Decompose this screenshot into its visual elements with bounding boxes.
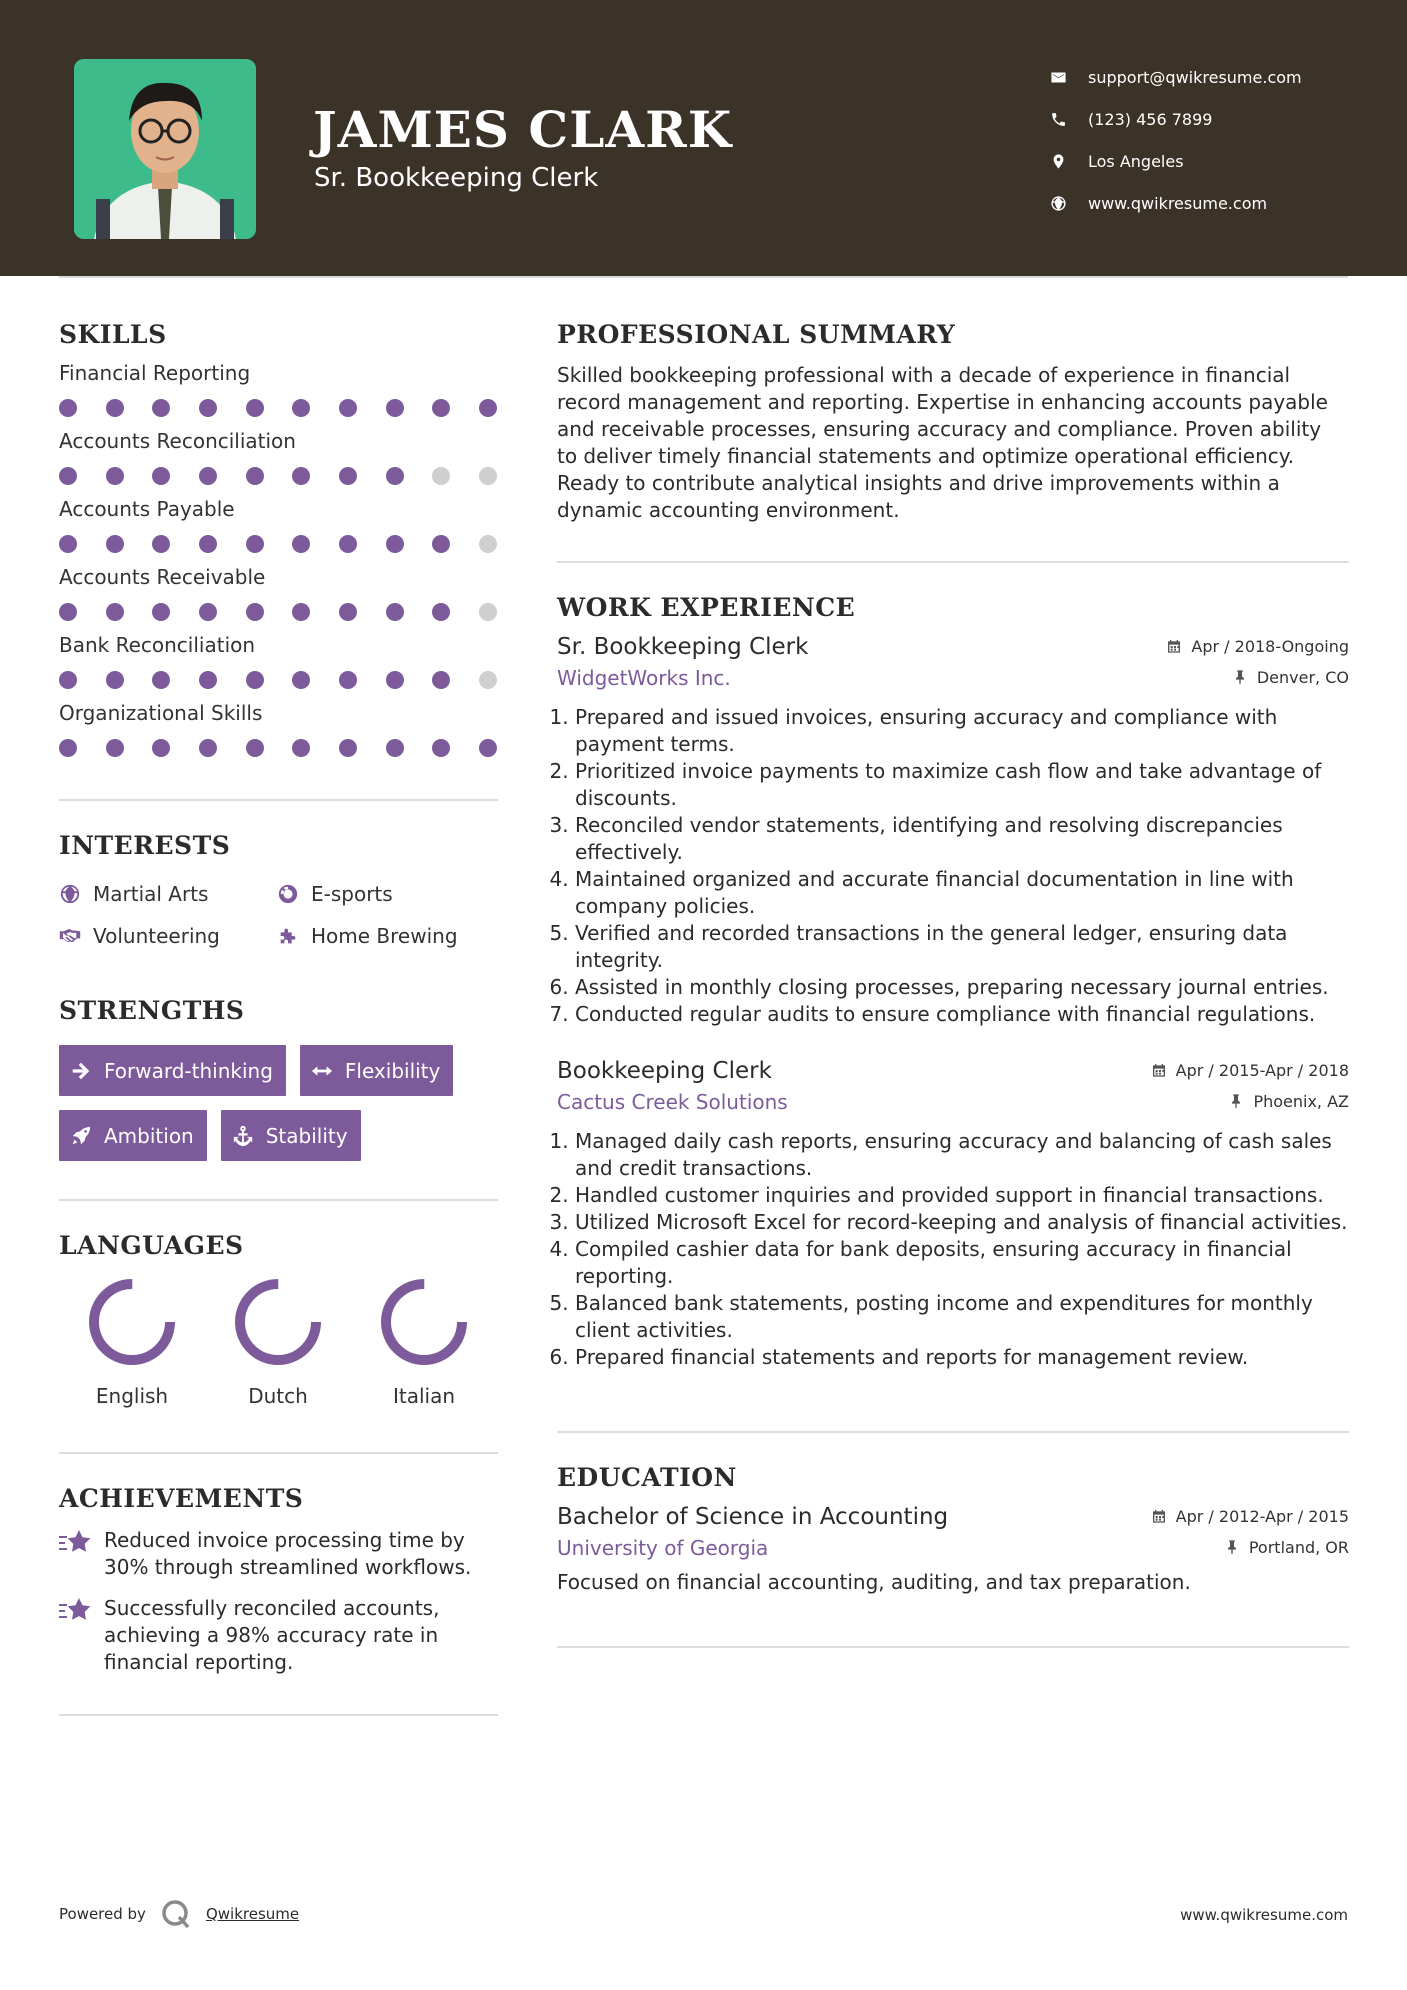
rating-dot-filled [59,739,77,757]
rating-dot-empty [479,603,497,621]
skill-name: Bank Reconciliation [59,633,256,657]
interest-item [277,924,477,948]
rating-dot-filled [292,535,310,553]
rating-dot-filled [292,467,310,485]
achievement-item [59,1595,498,1676]
right-column [557,320,1349,1648]
rating-dot-filled [59,399,77,417]
interest-label: Volunteering [93,924,220,948]
puzzle-icon [277,925,311,947]
pushpin-icon [1228,1093,1244,1109]
contact-location-text: Los Angeles [1088,151,1184,171]
life-ring-icon [277,883,311,905]
rating-dot-filled [246,603,264,621]
envelope-icon [1050,69,1088,86]
footer-url[interactable]: www.qwikresume.com [1180,1906,1348,1924]
contact-phone[interactable] [1050,98,1302,140]
job-title: Sr. Bookkeeping Clerk [557,634,809,660]
section-divider [59,1452,498,1454]
footer-powered-by [59,1898,299,1930]
rating-dot-filled [339,671,357,689]
skill-rating [59,739,497,757]
rating-dot-filled [339,739,357,757]
summary-heading: PROFESSIONAL SUMMARY [557,320,956,349]
skill-rating [59,671,497,689]
section-divider [59,1714,498,1716]
job-location-text: Denver, CO [1256,667,1349,687]
duty-item: 2. Prioritized invoice payments to maximize cash flow and take advantage of discounts. [575,758,1349,812]
job-dates-text: Apr / 2015-Apr / 2018 [1175,1060,1349,1080]
rating-dot-filled [59,535,77,553]
star-icon [59,1527,104,1581]
strength-label: Forward-thinking [104,1058,273,1083]
rating-dot-filled [292,739,310,757]
duty-item: 1. Managed daily cash reports, ensuring accuracy and balancing of cash sales and credit transactions. [575,1128,1349,1182]
interests-list [59,882,498,948]
strength-label: Flexibility [344,1058,441,1083]
duty-item: 4. Compiled cashier data for bank deposits, ensuring accuracy in financial reporting. [575,1236,1349,1290]
skill-rating [59,535,497,553]
contact-list [1050,56,1302,224]
school-name: University of Georgia [557,1536,769,1560]
rating-dot-filled [246,399,264,417]
rating-dot-filled [106,671,124,689]
strengths-list [59,1045,499,1161]
section-divider [59,1199,498,1201]
rating-dot-filled [59,671,77,689]
rating-dot-filled [152,739,170,757]
achievement-text: Reduced invoice processing time by 30% through streamlined workflows. [104,1528,472,1579]
rating-dot-empty [479,671,497,689]
interests-heading: INTERESTS [59,831,231,860]
language-level-ring [378,1276,470,1368]
strength-label: Ambition [104,1123,194,1148]
language-name: Dutch [248,1384,308,1408]
globe-icon [1050,195,1088,212]
job-entry [557,1058,1349,1371]
skill-name: Accounts Reconciliation [59,429,296,453]
experience-heading: WORK EXPERIENCE [557,593,856,622]
brand-link[interactable]: Qwikresume [205,1905,300,1923]
rating-dot-filled [292,671,310,689]
interest-item [59,924,277,948]
rating-dot-filled [199,671,217,689]
duty-item: 5. Balanced bank statements, posting income and expenditures for monthly client activities. [575,1290,1349,1344]
rating-dot-filled [246,467,264,485]
powered-by-text: Powered by [59,1905,146,1923]
qwikresume-logo-icon [160,1898,192,1930]
map-pin-icon [1050,153,1088,170]
calendar-icon [1151,1062,1167,1078]
calendar-icon [1166,638,1182,654]
rating-dot-filled [199,739,217,757]
rating-dot-empty [479,535,497,553]
contact-phone-text: (123) 456 7899 [1088,109,1213,129]
rating-dot-filled [339,399,357,417]
duty-item: 6. Assisted in monthly closing processes, preparing necessary journal entries. [575,974,1349,1001]
globe-icon [59,883,93,905]
achievements-list [59,1527,498,1676]
duty-list [557,704,1349,1028]
left-column [59,320,498,1716]
languages-heading: LANGUAGES [59,1231,244,1260]
rating-dot-filled [106,399,124,417]
interest-label: E-sports [311,882,393,906]
rating-dot-filled [59,467,77,485]
rating-dot-filled [386,739,404,757]
candidate-title: Sr. Bookkeeping Clerk [314,163,599,193]
duty-item: 3. Reconciled vendor statements, identifying and resolving discrepancies effectively. [575,812,1349,866]
duty-item: 2. Handled customer inquiries and provided support in financial transactions. [575,1182,1349,1209]
rating-dot-filled [479,739,497,757]
rating-dot-filled [479,399,497,417]
pushpin-icon [1232,669,1248,685]
education-entry [557,1504,1349,1596]
rating-dot-filled [386,535,404,553]
handshake-icon [59,925,93,947]
language-level-arc [94,1284,170,1360]
star-icon [59,1595,104,1676]
job-entry [557,634,1349,1028]
rating-dot-filled [106,467,124,485]
language-item [59,1276,205,1408]
rating-dot-filled [386,467,404,485]
education-dates [1151,1507,1349,1526]
company-name: WidgetWorks Inc. [557,666,731,690]
language-level-arc [386,1284,462,1360]
education-description: Focused on financial accounting, auditing, and tax preparation. [557,1570,1191,1594]
rating-dot-filled [199,399,217,417]
language-level-arc [240,1284,316,1360]
achievement-item [59,1527,498,1581]
calendar-icon [1151,1508,1167,1524]
rating-dot-filled [152,535,170,553]
rating-dot-filled [432,399,450,417]
duty-item: 7. Conducted regular audits to ensure compliance with financial regulations. [575,1001,1349,1028]
rating-dot-filled [339,603,357,621]
languages-list [59,1276,498,1408]
achievement-text: Successfully reconciled accounts, achieving a 98% accuracy rate in financial reporting. [104,1596,440,1674]
arrow-right-icon [70,1060,104,1082]
rating-dot-filled [199,535,217,553]
degree-title: Bachelor of Science in Accounting [557,1504,949,1530]
rating-dot-filled [339,535,357,553]
interest-label: Martial Arts [93,882,209,906]
job-location [1232,668,1349,687]
header-divider [59,276,1348,278]
rating-dot-empty [432,467,450,485]
rating-dot-filled [152,603,170,621]
anchor-icon [232,1125,266,1147]
duty-item: 6. Prepared financial statements and reports for management review. [575,1344,1349,1371]
strengths-heading: STRENGTHS [59,996,245,1025]
duty-item: 1. Prepared and issued invoices, ensuring accuracy and compliance with payment terms. [575,704,1349,758]
rating-dot-filled [246,671,264,689]
job-dates [1166,637,1349,656]
skill-name: Organizational Skills [59,701,263,725]
language-item [205,1276,351,1408]
strength-chip [59,1110,207,1161]
rating-dot-filled [386,603,404,621]
rating-dot-filled [432,603,450,621]
section-divider [557,1431,1349,1433]
contact-website[interactable] [1050,182,1302,224]
language-item [351,1276,497,1408]
rating-dot-filled [106,739,124,757]
interest-item [277,882,477,906]
rating-dot-filled [432,671,450,689]
strength-chip [59,1045,286,1096]
section-divider [557,1646,1349,1648]
contact-website-text: www.qwikresume.com [1088,193,1268,213]
company-name: Cactus Creek Solutions [557,1090,788,1114]
contact-email[interactable] [1050,56,1302,98]
education-dates-text: Apr / 2012-Apr / 2015 [1175,1506,1349,1526]
language-level-ring [86,1276,178,1368]
duty-item: 5. Verified and recorded transactions in the general ledger, ensuring data integrity. [575,920,1349,974]
education-location [1224,1538,1349,1557]
rating-dot-empty [479,467,497,485]
language-name: English [95,1384,169,1408]
interest-label: Home Brewing [311,924,458,948]
duty-item: 3. Utilized Microsoft Excel for record-keeping and analysis of financial activities. [575,1209,1349,1236]
duty-list [557,1128,1349,1371]
education-heading: EDUCATION [557,1463,737,1492]
candidate-name: JAMES CLARK [313,100,733,159]
rating-dot-filled [106,535,124,553]
contact-location [1050,140,1302,182]
skill-rating [59,467,497,485]
section-divider [59,799,498,801]
rating-dot-filled [432,535,450,553]
skill-name: Accounts Payable [59,497,235,521]
section-divider [557,561,1349,563]
rating-dot-filled [292,603,310,621]
skill-rating [59,603,497,621]
language-level-ring [232,1276,324,1368]
job-location [1228,1092,1349,1111]
interest-item [59,882,277,906]
job-location-text: Phoenix, AZ [1253,1091,1349,1111]
resume-header [0,0,1407,276]
rating-dot-filled [152,399,170,417]
rating-dot-filled [152,671,170,689]
duty-item: 4. Maintained organized and accurate financial documentation in line with company policies. [575,866,1349,920]
rating-dot-filled [292,399,310,417]
rating-dot-filled [246,535,264,553]
rating-dot-filled [432,739,450,757]
skill-name: Financial Reporting [59,361,251,385]
job-title: Bookkeeping Clerk [557,1058,772,1084]
rating-dot-filled [199,603,217,621]
rating-dot-filled [199,467,217,485]
phone-icon [1050,111,1088,128]
summary-text: Skilled bookkeeping professional with a decade of experience in financial record management and reporting. Expertise in enhancing accounts payable and receivable processes, ensuring accuracy and compliance. Proven ability to deliver timely financial statements and optimize operational efficiency. Ready to contribute analytical insights and drive improvements within a dynamic accounting environment. [557,363,1328,522]
job-dates-text: Apr / 2018-Ongoing [1191,636,1349,656]
rating-dot-filled [152,467,170,485]
job-dates [1151,1061,1349,1080]
language-name: Italian [392,1384,456,1408]
skills-list [59,361,498,757]
rating-dot-filled [246,739,264,757]
double-arrow-icon [311,1060,345,1082]
strength-chip [300,1045,453,1096]
rating-dot-filled [386,399,404,417]
rating-dot-filled [339,467,357,485]
contact-email-text: support@qwikresume.com [1088,67,1302,87]
skills-heading: SKILLS [59,320,167,349]
rating-dot-filled [386,671,404,689]
skill-rating [59,399,497,417]
achievements-heading: ACHIEVEMENTS [59,1484,304,1513]
strength-label: Stability [265,1123,348,1148]
rating-dot-filled [106,603,124,621]
skill-name: Accounts Receivable [59,565,266,589]
profile-photo [74,59,256,239]
strength-chip [221,1110,361,1161]
education-location-text: Portland, OR [1248,1537,1349,1557]
rating-dot-filled [59,603,77,621]
pushpin-icon [1224,1539,1240,1555]
rocket-icon [70,1125,104,1147]
